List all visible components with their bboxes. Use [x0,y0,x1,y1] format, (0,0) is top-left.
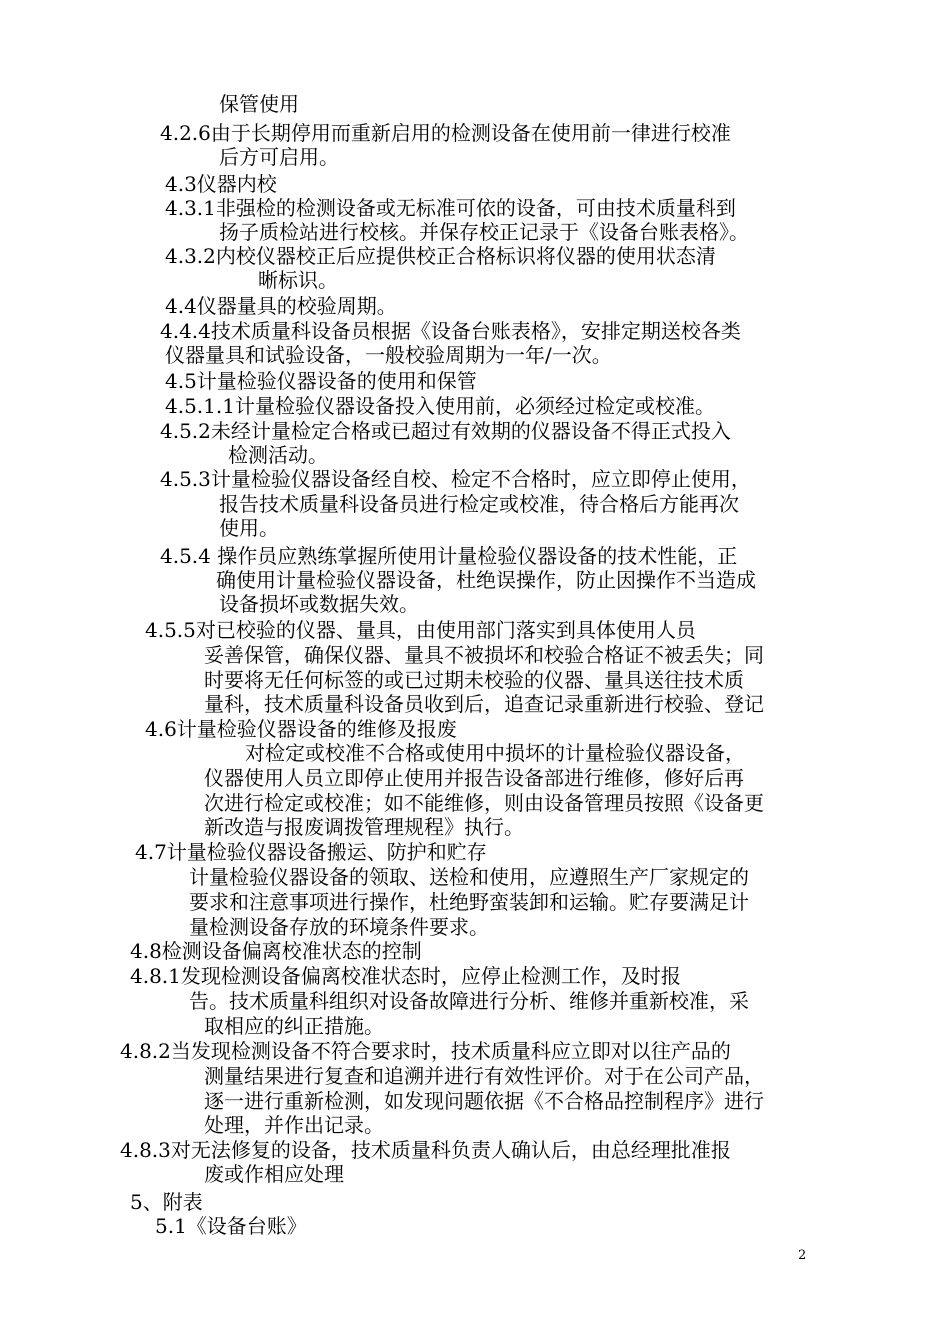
text-line: 仪器使用人员立即停止使用并报告设备部进行维修，修好后再 [204,766,744,790]
text-line: 要求和注意事项进行操作，杜绝野蛮装卸和运输。贮存要满足计 [189,890,749,914]
clause-4-3-1: 4.3.1非强检的检测设备或无标准可依的设备，可由技术质量科到 [165,196,736,220]
text-line: 后方可启用。 [219,145,339,169]
clause-4-8-1: 4.8.1发现检测设备偏离校准状态时，应停止检测工作，及时报 [130,964,681,988]
text-line: 废或作相应处理 [204,1162,344,1186]
section-4-7: 4.7计量检验仪器设备搬运、防护和贮存 [135,840,487,864]
text-line: 计量检验仪器设备的领取、送检和使用，应遵照生产厂家规定的 [189,865,749,889]
section-4-6: 4.6计量检验仪器设备的维修及报废 [145,717,457,741]
text-line: 告。技术质量科组织对设备故障进行分析、维修并重新校准，采 [189,989,749,1013]
clause-4-5-5: 4.5.5对已校验的仪器、量具，由使用部门落实到具体使用人员 [145,618,696,642]
text-line: 新改造与报废调拨管理规程》执行。 [204,815,524,839]
section-4-5: 4.5计量检验仪器设备的使用和保管 [165,369,477,393]
text-line: 妥善保管，确保仪器、量具不被损坏和校验合格证不被丢失；同 [204,643,764,667]
text-line: 测量结果进行复查和追溯并进行有效性评价。对于在公司产品， [204,1064,764,1088]
clause-4-5-1-1: 4.5.1.1计量检验仪器设备投入使用前，必须经过检定或校准。 [165,394,715,418]
clause-4-5-3: 4.5.3计量检验仪器设备经自校、检定不合格时，应立即停止使用， [160,467,751,491]
text-line: 扬子质检站进行校核。并保存校正记录于《设备台账表格》。 [219,220,749,244]
section-5-appendix: 5、附表 [130,1190,203,1214]
clause-4-3-2: 4.3.2内校仪器校正后应提供校正合格标识将仪器的使用状态清 [165,244,716,268]
clause-4-5-4: 4.5.4 操作员应熟练掌握所使用计量检验仪器设备的技术性能，正 [160,544,738,568]
clause-4-4-4: 4.4.4技术质量科设备员根据《设备台账表格》，安排定期送校各类 [160,319,741,343]
section-4-8: 4.8检测设备偏离校准状态的控制 [130,939,422,963]
text-line: 逐一进行重新检测，如发现问题依据《不合格品控制程序》进行 [204,1089,764,1113]
text-line: 时要将无任何标签的或已过期未校验的仪器、量具送往技术质 [204,668,744,692]
text-line: 检测活动。 [228,443,328,467]
text-line: 保管使用 [219,92,299,116]
text-line: 取相应的纠正措施。 [204,1014,384,1038]
text-line: 报告技术质量科设备员进行检定或校准，待合格后方能再次 [219,492,739,516]
clause-4-8-3: 4.8.3对无法修复的设备，技术质量科负责人确认后，由总经理批准报 [120,1138,731,1162]
clause-4-2-6: 4.2.6由于长期停用而重新启用的检测设备在使用前一律进行校准 [160,121,731,145]
text-line: 仪器量具和试验设备，一般校验周期为一年/一次。 [165,343,612,367]
text-line: 设备损坏或数据失效。 [219,592,419,616]
text-line: 量科，技术质量科设备员收到后，追查记录重新进行校验、登记 [204,692,764,716]
text-line: 使用。 [219,516,279,540]
text-line: 处理，并作出记录。 [204,1113,384,1137]
text-line: 确使用计量检验仪器设备，杜绝误操作，防止因操作不当造成 [216,568,756,592]
section-4-4: 4.4仪器量具的校验周期。 [165,294,397,318]
text-line: 次进行检定或校准；如不能维修，则由设备管理员按照《设备更 [204,791,764,815]
clause-4-5-2: 4.5.2未经计量检定合格或已超过有效期的仪器设备不得正式投入 [160,419,731,443]
page-number: 2 [798,1248,807,1263]
appendix-5-1: 5.1《设备台账》 [155,1214,307,1238]
section-4-3: 4.3仪器内校 [165,172,277,196]
text-line: 量检测设备存放的环境条件要求。 [189,915,489,939]
text-line: 对检定或校准不合格或使用中损坏的计量检验仪器设备， [245,741,745,765]
text-line: 晰标识。 [258,268,338,292]
clause-4-8-2: 4.8.2当发现检测设备不符合要求时，技术质量科应立即对以往产品的 [120,1039,731,1063]
